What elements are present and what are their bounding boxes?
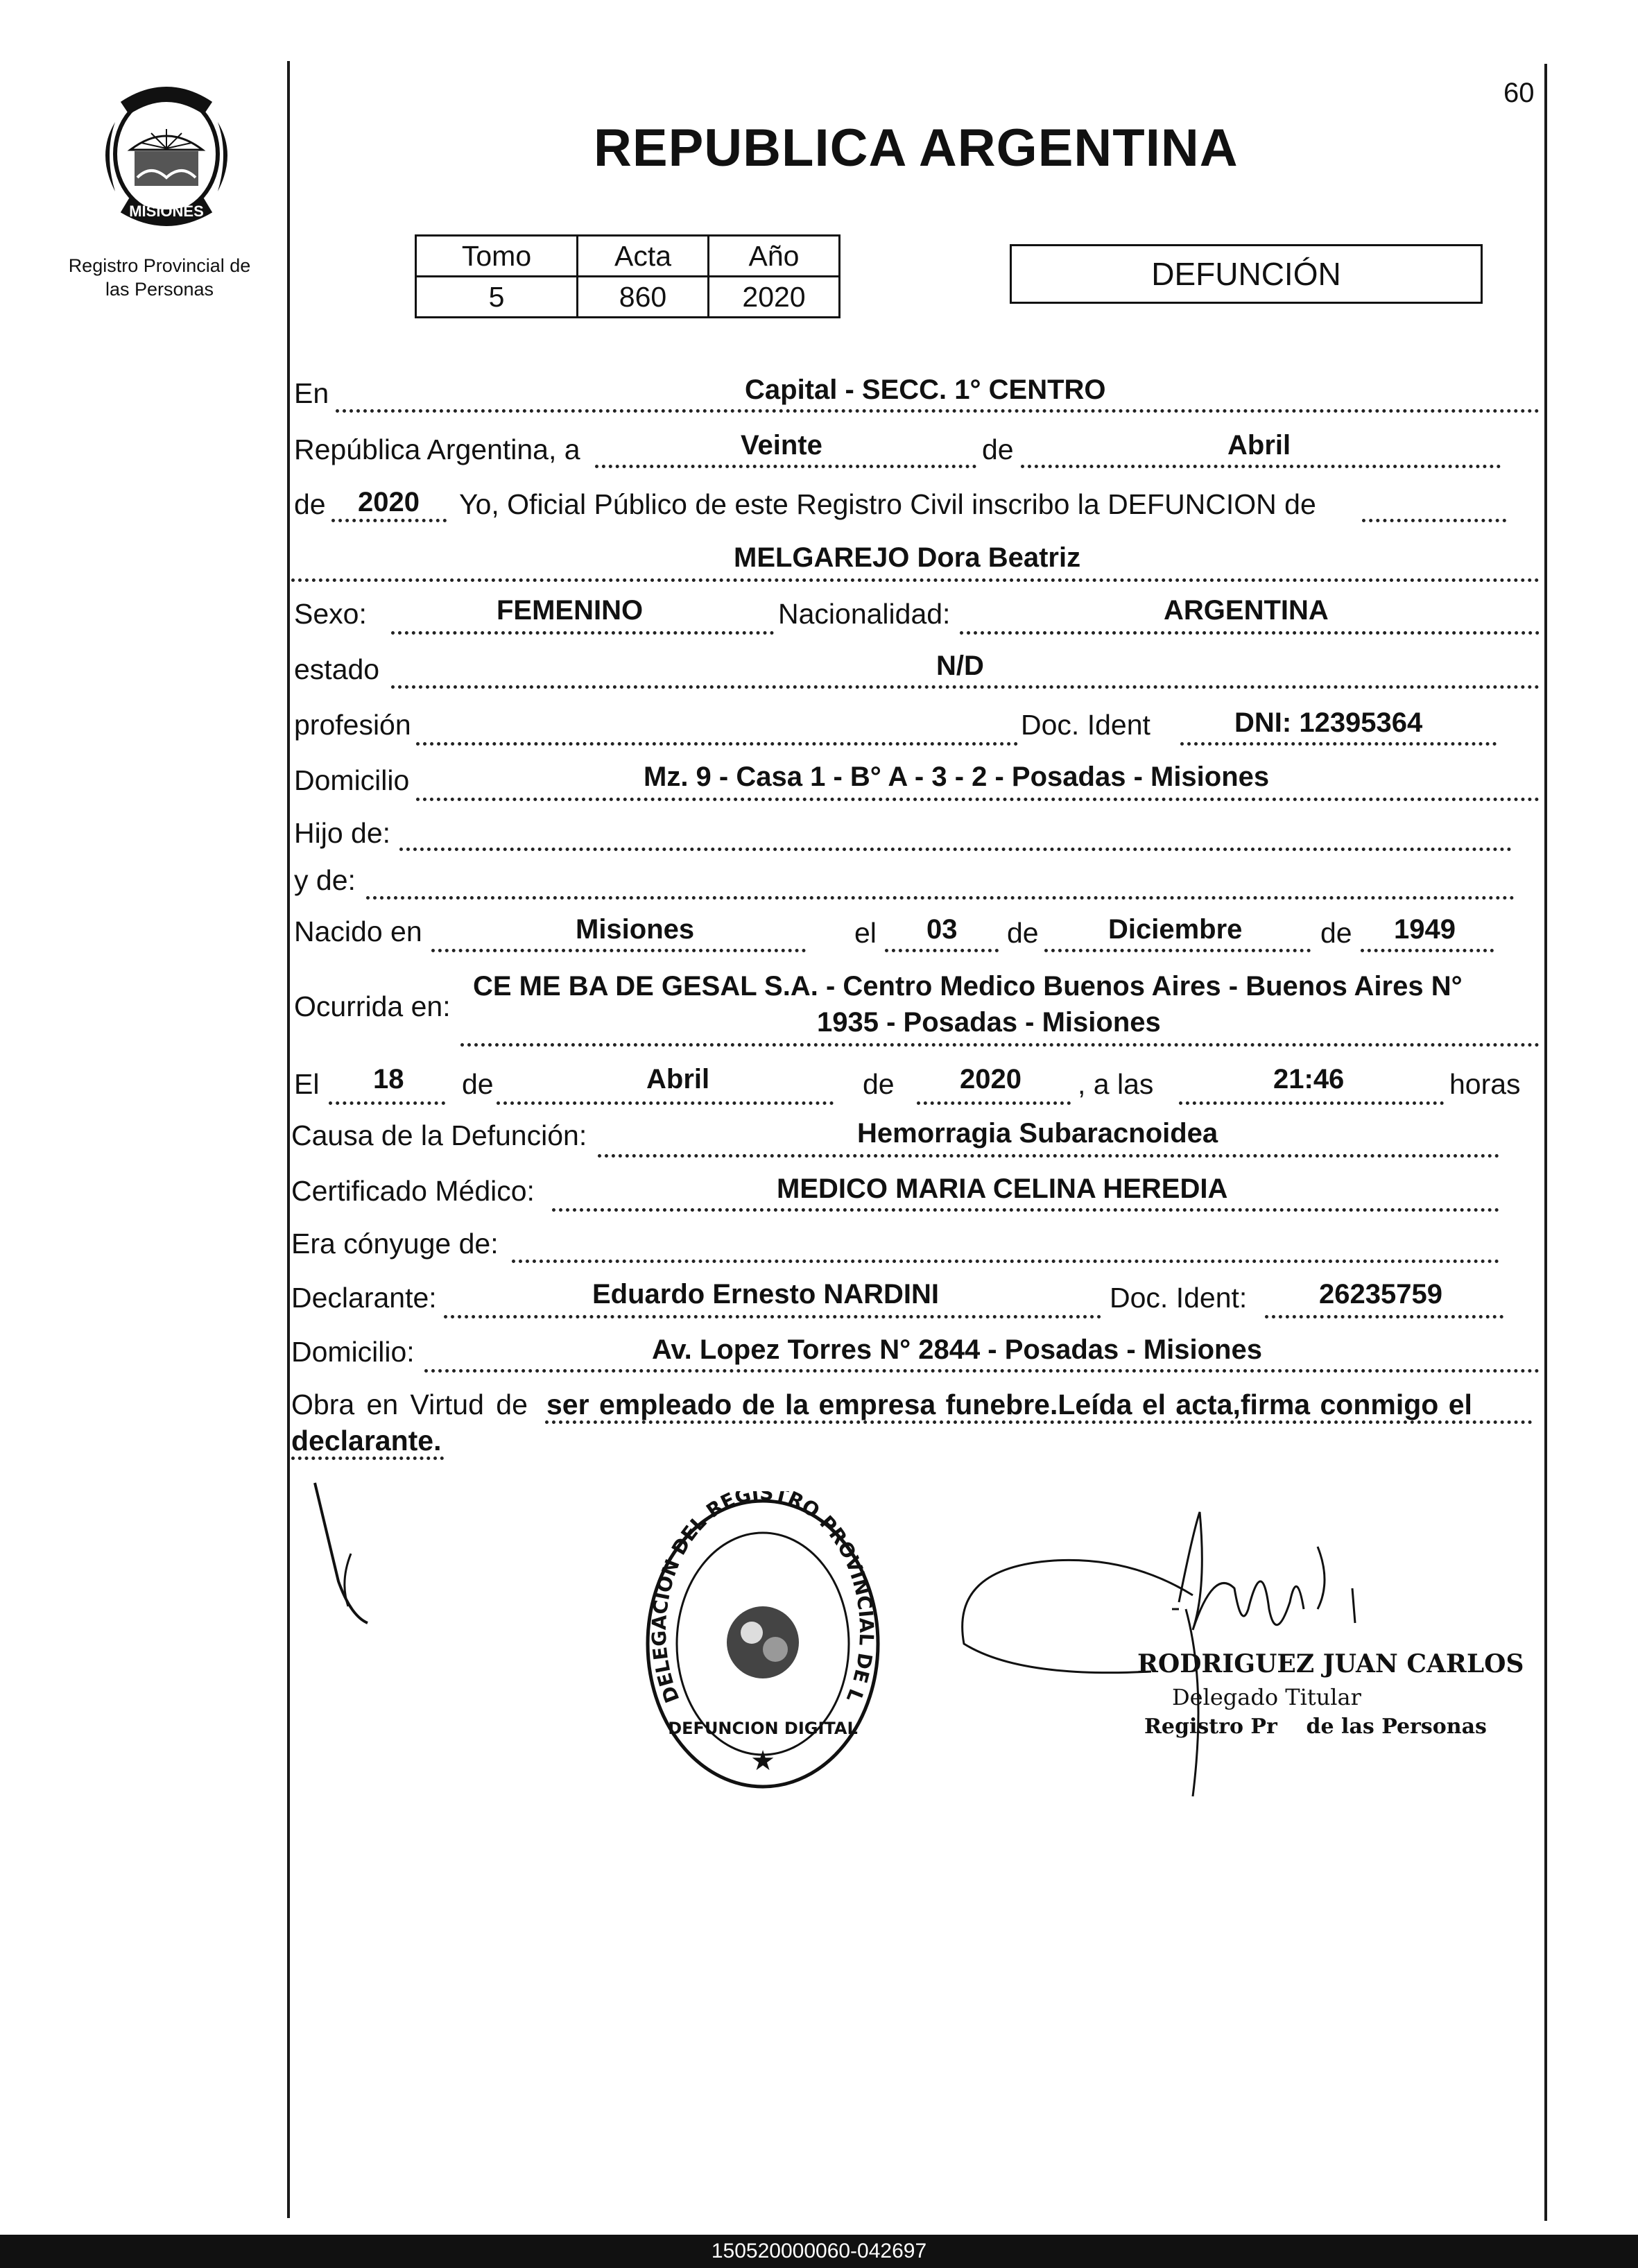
emblem-text-bottom: MISIONES — [129, 203, 204, 220]
death-day: 18 — [373, 1064, 404, 1094]
profesion-label: profesión — [294, 709, 411, 741]
signer-role: Delegado Titular — [1172, 1684, 1361, 1710]
de-label-4: de — [1320, 917, 1352, 949]
domicilio2-label: Domicilio: — [291, 1336, 415, 1368]
el-label: el — [854, 917, 877, 949]
month-line — [1021, 465, 1501, 468]
month-value: Abril — [1227, 430, 1291, 461]
death-day-line — [329, 1101, 445, 1105]
death-month-line — [497, 1101, 834, 1105]
oficial-text: Yo, Oficial Público de este Registro Civil inscribo la DEFUNCION de — [459, 488, 1316, 520]
acta-header: Acta — [578, 236, 709, 277]
oficial-line — [1362, 519, 1506, 522]
certificado-label: Certificado Médico: — [291, 1175, 535, 1207]
record-table-value-row — [416, 277, 840, 318]
day-value: Veinte — [741, 430, 822, 461]
death-year: 2020 — [960, 1064, 1021, 1094]
emblem-text-top: PROVINCIA DE — [131, 78, 206, 89]
pen-mark — [305, 1477, 388, 1630]
causa-value: Hemorragia Subaracnoidea — [857, 1118, 1218, 1149]
obra-value-line1: ser empleado de la empresa funebre.Leída el acta,firma conmigo el — [546, 1389, 1472, 1420]
domicilio2-line — [424, 1369, 1540, 1373]
doc-ident2-label: Doc. Ident: — [1110, 1282, 1248, 1314]
causa-label: Causa de la Defunción: — [291, 1119, 587, 1151]
left-margin-rule — [287, 61, 290, 2218]
year-line — [331, 519, 447, 522]
declarante-label: Declarante: — [291, 1282, 437, 1314]
sexo-label: Sexo: — [294, 598, 367, 630]
tomo-header: Tomo — [416, 236, 578, 277]
seal-center-text: DEFUNCION DIGITAL — [668, 1719, 858, 1738]
deceased-line — [291, 578, 1540, 582]
seal-ring-text: DELEGACION DEL REGISTRO PROVINCIAL DE L — [647, 1491, 879, 1706]
right-margin-rule — [1544, 64, 1547, 2221]
causa-line — [598, 1154, 1499, 1158]
estado-value: N/D — [936, 651, 984, 681]
conyuge-label: Era cónyuge de: — [291, 1228, 499, 1260]
nacido-value: Misiones — [576, 914, 695, 945]
en-value: Capital - SECC. 1° CENTRO — [745, 375, 1106, 405]
domicilio-value: Mz. 9 - Casa 1 - B° A - 3 - 2 - Posadas - Misiones — [644, 762, 1270, 792]
footer-code: 150520000060-042697 — [0, 2235, 1638, 2268]
signer-office: Registro Pr de las Personas — [1144, 1715, 1487, 1739]
nacido-line — [431, 949, 806, 952]
declarante-value: Eduardo Ernesto NARDINI — [592, 1279, 940, 1309]
yde-label: y de: — [294, 864, 356, 896]
birth-day-line — [885, 949, 999, 952]
sexo-value: FEMENINO — [497, 595, 644, 626]
birth-month: Diciembre — [1108, 914, 1243, 945]
certificado-value: MEDICO MARIA CELINA HEREDIA — [777, 1174, 1228, 1204]
nacionalidad-value: ARGENTINA — [1164, 595, 1329, 626]
de-label-6: de — [863, 1068, 895, 1100]
registry-name — [42, 254, 277, 301]
obra-value-line2: declarante. — [291, 1425, 442, 1457]
tomo-value: 5 — [416, 277, 578, 318]
republica-label: República Argentina, a — [294, 433, 580, 465]
doc-ident-label: Doc. Ident — [1021, 709, 1150, 741]
pen-mark-graphic — [305, 1477, 388, 1630]
doc-ident-line — [1180, 742, 1497, 746]
birth-month-line — [1044, 949, 1311, 952]
yde-line — [366, 896, 1515, 900]
certificado-line — [552, 1208, 1499, 1212]
profesion-line — [416, 742, 1018, 746]
doc-ident2-line — [1265, 1315, 1503, 1318]
declarante-line — [444, 1315, 1101, 1318]
official-seal — [638, 1491, 888, 1796]
obra-line-2 — [291, 1457, 444, 1460]
ocurrida-line2: 1935 - Posadas - Misiones — [817, 1007, 1161, 1038]
death-year-line — [917, 1101, 1071, 1105]
nacionalidad-line — [960, 631, 1540, 635]
estado-line — [391, 685, 1540, 689]
birth-year: 1949 — [1394, 914, 1456, 945]
record-type-box: DEFUNCIÓN — [1010, 244, 1483, 304]
de-label-5: de — [462, 1068, 494, 1100]
ocurrida-line — [460, 1043, 1540, 1047]
sexo-line — [391, 631, 774, 635]
el2-label: El — [294, 1068, 320, 1100]
acta-value: 860 — [578, 277, 709, 318]
de-label-3: de — [1007, 917, 1039, 949]
nacionalidad-label: Nacionalidad: — [778, 598, 951, 630]
record-table-header-row — [416, 236, 840, 277]
page-number: 60 — [1503, 78, 1535, 108]
obra-label: Obra en Virtud de — [291, 1389, 528, 1420]
domicilio2-value: Av. Lopez Torres N° 2844 - Posadas - Misiones — [652, 1334, 1262, 1365]
ano-header: Año — [709, 236, 840, 277]
death-time: 21:46 — [1273, 1064, 1345, 1094]
hijo-label: Hijo de: — [294, 817, 391, 849]
seal-star-icon: ★ — [750, 1746, 775, 1776]
hijo-line — [399, 848, 1512, 851]
record-table — [415, 234, 840, 318]
en-line — [336, 409, 1540, 413]
death-time-line — [1179, 1101, 1444, 1105]
de-label-2: de — [294, 488, 326, 520]
estado-label: estado — [294, 653, 380, 685]
doc-ident-value: DNI: 12395364 — [1234, 707, 1423, 738]
seal-graphic — [638, 1491, 888, 1796]
death-month: Abril — [646, 1064, 710, 1094]
ano-value: 2020 — [709, 277, 840, 318]
doc-ident2-value: 26235759 — [1319, 1279, 1442, 1309]
conyuge-line — [512, 1260, 1499, 1263]
day-line — [595, 465, 976, 468]
signer-name: RODRIGUEZ JUAN CARLOS — [1137, 1649, 1524, 1678]
registry-name-line2: las Personas — [105, 279, 214, 300]
year-value: 2020 — [358, 487, 420, 517]
birth-day: 03 — [926, 914, 958, 945]
horas-label: horas — [1449, 1068, 1521, 1100]
domicilio-label: Domicilio — [294, 764, 410, 796]
deceased-name: MELGAREJO Dora Beatriz — [734, 542, 1081, 573]
de-label-1: de — [982, 433, 1014, 465]
alas-label: , a las — [1078, 1068, 1154, 1100]
registry-name-line1: Registro Provincial de — [68, 255, 251, 276]
ocurrida-line1: CE ME BA DE GESAL S.A. - Centro Medico Buenos Aires - Buenos Aires N° — [473, 971, 1463, 1002]
nacido-label: Nacido en — [294, 916, 422, 947]
ocurrida-label: Ocurrida en: — [294, 990, 451, 1022]
obra-line-1 — [545, 1420, 1533, 1424]
en-label: En — [294, 377, 329, 409]
birth-year-line — [1361, 949, 1494, 952]
domicilio-line — [416, 798, 1540, 801]
document-title: REPUBLICA ARGENTINA — [594, 119, 1239, 178]
